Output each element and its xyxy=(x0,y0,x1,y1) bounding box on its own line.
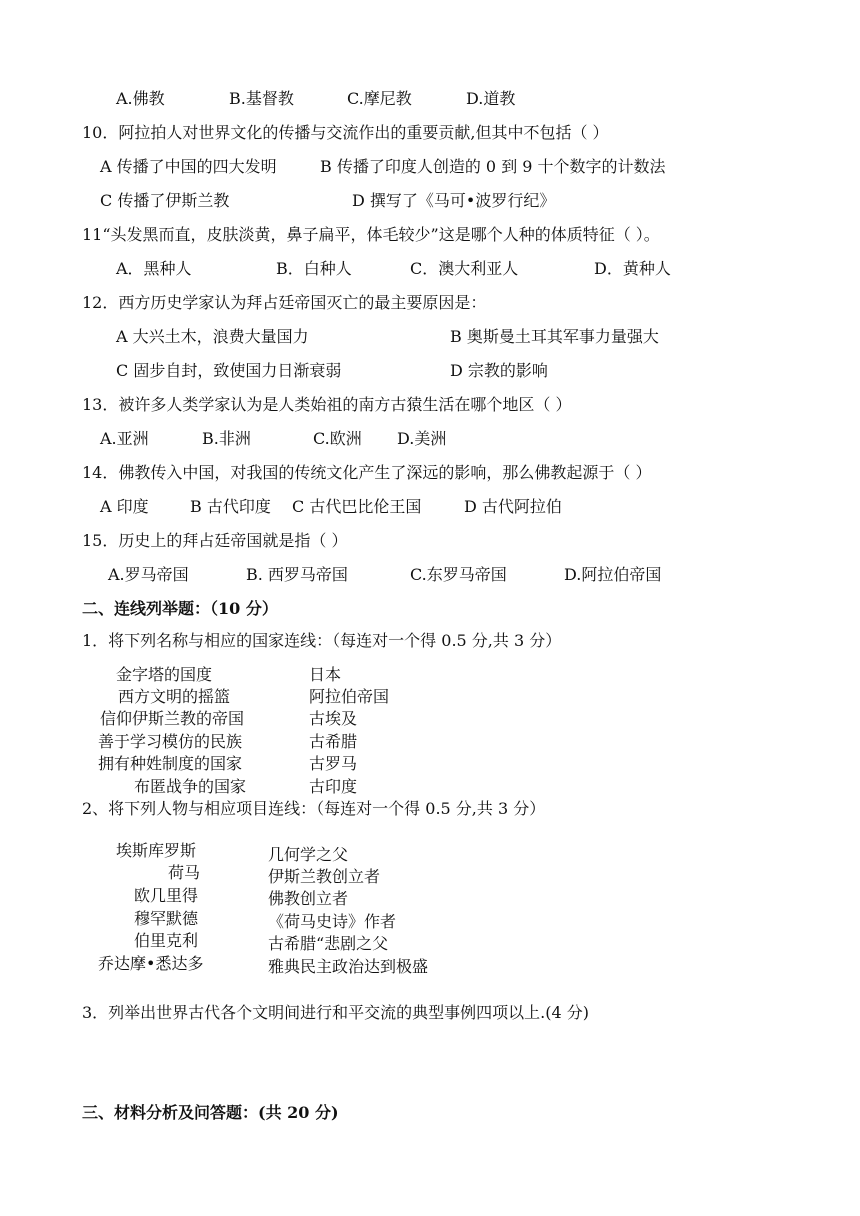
q9-option-d: D.道教 xyxy=(466,89,516,108)
q11-option-a: A．黑种人 xyxy=(116,259,192,278)
q12-option-c: C 固步自封，致使国力日渐衰弱 xyxy=(116,361,342,380)
section2-title: 二、连线列举题：（10 分） xyxy=(82,599,278,618)
q1-right-item: 古埃及 xyxy=(309,709,358,728)
q10-option-c: C 传播了伊斯兰教 xyxy=(100,191,230,210)
q15-option-a: A.罗马帝国 xyxy=(108,565,189,584)
q13-option-b: B.非洲 xyxy=(202,429,251,448)
q1-left-item: 布匿战争的国家 xyxy=(134,777,247,796)
q2-right-item: 古希腊“悲剧之父 xyxy=(268,934,389,953)
q11-option-b: B．白种人 xyxy=(276,259,352,278)
q1-right-item: 日本 xyxy=(309,665,342,684)
q13-option-a: A.亚洲 xyxy=(100,429,149,448)
q1-left-item: 善于学习模仿的民族 xyxy=(98,732,243,751)
section2-q1-stem: 1．将下列名称与相应的国家连线：（每连对一个得 0.5 分,共 3 分） xyxy=(82,631,562,650)
q2-left-item: 乔达摩•悉达多 xyxy=(98,954,204,973)
q12-option-d: D 宗教的影响 xyxy=(450,361,548,380)
section2-q2-stem: 2、将下列人物与相应项目连线：（每连对一个得 0.5 分,共 3 分） xyxy=(82,799,546,818)
q2-left-item: 伯里克利 xyxy=(134,931,199,950)
q11-option-c: C．澳大利亚人 xyxy=(410,259,519,278)
q14-option-b: B 古代印度 xyxy=(190,497,271,516)
q1-left-item: 西方文明的摇篮 xyxy=(118,687,231,706)
q15-option-b: B. 西罗马帝国 xyxy=(246,565,348,584)
q15-option-c: C.东罗马帝国 xyxy=(410,565,507,584)
q15-stem: 15．历史上的拜占廷帝国就是指（ ） xyxy=(82,531,348,550)
q1-left-item: 金字塔的国度 xyxy=(116,665,213,684)
q14-stem: 14．佛教传入中国，对我国的传统文化产生了深远的影响，那么佛教起源于（ ） xyxy=(82,463,652,482)
q1-right-item: 古希腊 xyxy=(309,732,358,751)
q2-right-item: 《荷马史诗》作者 xyxy=(268,912,397,931)
q15-option-d: D.阿拉伯帝国 xyxy=(564,565,662,584)
q2-right-item: 佛教创立者 xyxy=(268,889,349,908)
q9-option-b: B.基督教 xyxy=(229,89,294,108)
q10-option-d: D 撰写了《马可•波罗行纪》 xyxy=(352,191,556,210)
q2-left-item: 穆罕默德 xyxy=(134,909,199,928)
section3-title: 三、材料分析及问答题：(共 20 分) xyxy=(82,1103,339,1122)
q13-option-c: C.欧洲 xyxy=(313,429,362,448)
q11-option-d: D．黄种人 xyxy=(594,259,671,278)
q2-right-item: 几何学之父 xyxy=(268,845,349,864)
q13-stem: 13．被许多人类学家认为是人类始祖的南方古猿生活在哪个地区（ ） xyxy=(82,395,572,414)
q1-left-item: 信仰伊斯兰教的帝国 xyxy=(100,709,245,728)
q10-option-b: B 传播了印度人创造的 0 到 9 十个数字的计数法 xyxy=(320,157,666,176)
q12-stem: 12．西方历史学家认为拜占廷帝国灭亡的最主要原因是： xyxy=(82,293,487,312)
q10-option-a: A 传播了中国的四大发明 xyxy=(100,157,277,176)
q11-stem: 11“头发黑而直，皮肤淡黄，鼻子扁平，体毛较少”这是哪个人种的体质特征（ ）。 xyxy=(82,225,660,244)
q1-right-item: 古印度 xyxy=(309,777,358,796)
q10-stem: 10．阿拉拍人对世界文化的传播与交流作出的重要贡献,但其中不包括（ ） xyxy=(82,123,609,142)
q2-left-item: 欧几里得 xyxy=(134,886,199,905)
q1-right-item: 古罗马 xyxy=(309,754,358,773)
q14-option-c: C 古代巴比伦王国 xyxy=(292,497,422,516)
q2-left-item: 埃斯库罗斯 xyxy=(116,841,197,860)
q1-right-item: 阿拉伯帝国 xyxy=(309,687,390,706)
section2-q3-stem: 3．列举出世界古代各个文明间进行和平交流的典型事例四项以上.(4 分) xyxy=(82,1003,590,1022)
q9-option-c: C.摩尼教 xyxy=(347,89,412,108)
q12-option-b: B 奥斯曼土耳其军事力量强大 xyxy=(450,327,659,346)
q2-left-item: 荷马 xyxy=(168,863,201,882)
q12-option-a: A 大兴土木，浪费大量国力 xyxy=(116,327,309,346)
q13-option-d: D.美洲 xyxy=(397,429,447,448)
q2-right-item: 雅典民主政治达到极盛 xyxy=(268,957,429,976)
q1-left-item: 拥有种姓制度的国家 xyxy=(98,754,243,773)
q2-right-item: 伊斯兰教创立者 xyxy=(268,867,381,886)
q14-option-a: A 印度 xyxy=(100,497,149,516)
q9-option-a: A.佛教 xyxy=(116,89,165,108)
q14-option-d: D 古代阿拉伯 xyxy=(464,497,562,516)
